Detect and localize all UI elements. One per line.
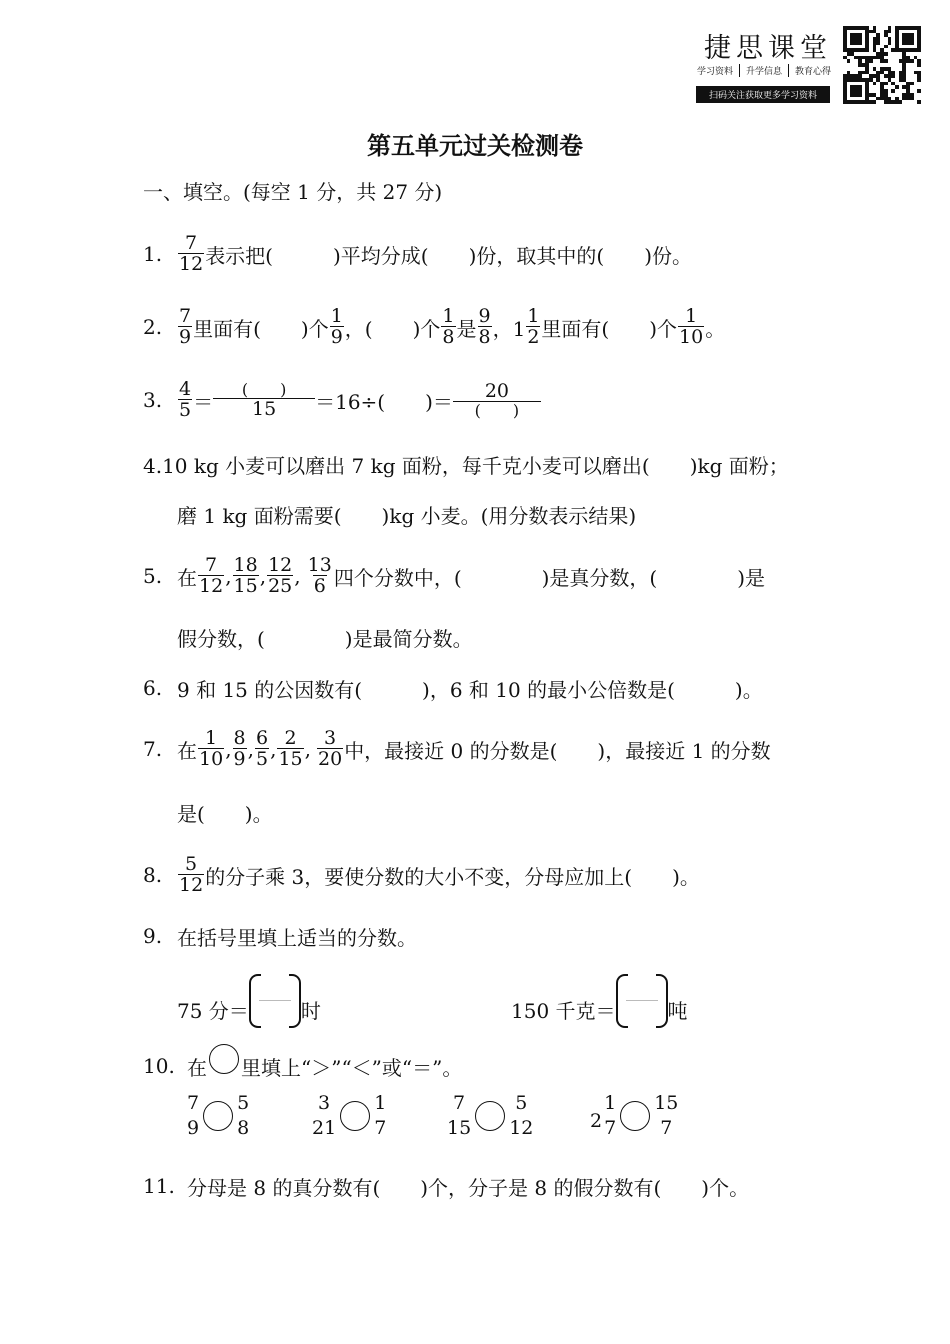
question-6: 6. 9 和 15 的公因数有( )，6 和 10 的最小公倍数是( )。 [143,676,763,702]
brand-tags [697,64,831,77]
compare-item-4: 2 1 7 15 7 [590,1092,679,1139]
question-7: 7. 在 $\frac{1}{10}$ , $\frac{8}{9}$ , $\frac{6}{5}$ , $\frac{2}{15}$ , $\frac{3}{20}$ 中，最接近 0 的分数是( )，最接近 1 的分数 [143,727,771,770]
fraction: $\frac{1}{9}$ [330,305,343,348]
fraction: 1 7 [374,1092,387,1139]
fraction: $\frac{1}{8}$ [442,305,455,348]
fraction: 5 8 [237,1092,250,1139]
fraction: 7 15 [447,1092,472,1139]
fraction: $\frac{4}{5}$ [179,378,192,421]
compare-circle[interactable] [620,1101,650,1131]
qr-code-icon [843,26,921,104]
fraction: $\frac{( )}{15}$ [214,382,314,419]
question-5: 5. 在 $\frac{7}{12}$ , $\frac{18}{15}$ , $\frac{12}{25}$ , $\frac{13}{6}$ 四个分数中，( )是真分数，( )是 [143,554,766,597]
fraction: $\frac{13}{6}$ [307,554,332,597]
question-1: 1. $\frac{7}{12}$ 表示把( )平均分成( )份，取其中的( )份。 [143,232,693,275]
compare-circle[interactable] [203,1101,233,1131]
question-8: 8. $\frac{5}{12}$ 的分子乘 3，要使分数的大小不变，分母应加上( )。 [143,853,700,896]
compare-item-1 [185,1094,251,1138]
fraction: $\frac{1}{2}$ [527,305,540,348]
compare-item-3 [445,1094,535,1138]
page-title: 第五单元过关检测卷 [367,132,583,160]
question-3: 3. $\frac{4}{5}$ ＝ $\frac{( )}{15}$ ＝16÷( )＝ $\frac{20}{( )}$ [143,378,541,422]
fraction: $\frac{6}{5}$ [256,727,269,770]
tag-study: 学习资料 [697,67,734,77]
compare-circle[interactable] [475,1101,505,1131]
fraction: $\frac{18}{15}$ [233,554,258,597]
fraction: 1 7 [604,1092,617,1139]
question-11: 11. 分母是 8 的真分数有( )个，分子是 8 的假分数有( )个。 [143,1174,750,1200]
question-7-cont: 是( )。 [177,801,273,826]
fraction: $\frac{1}{10}$ [679,305,704,348]
fraction: $\frac{7}{9}$ [179,305,192,348]
answer-bracket[interactable] [616,974,668,1028]
fraction: $\frac{2}{15}$ [278,727,303,770]
question-4-cont: 磨 1 kg 面粉需要( )kg 小麦。(用分数表示结果) [177,503,637,528]
section-heading: 一、填空。(每空 1 分，共 27 分) [143,179,443,204]
brand-banner: 扫码关注获取更多学习资料 [696,86,830,103]
brand-logo: 捷思课堂 [704,33,832,64]
question-2: 2. $\frac{7}{9}$ 里面有( )个 $\frac{1}{9}$ ，( )个 $\frac{1}{8}$ 是 $\frac{9}{8}$ ，1 $\frac{1}{2}$ 里面有( )个 $\frac{1}{10}$ 。 [143,305,726,348]
fraction: 3 21 [312,1092,337,1139]
fraction: $\frac{9}{8}$ [478,305,491,348]
tag-school: 升学信息 [746,67,783,77]
fraction: $\frac{3}{20}$ [318,727,343,770]
question-9: 9. 在括号里填上适当的分数。 [143,924,417,950]
fraction: $\frac{1}{10}$ [199,727,224,770]
question-9-left: 75 分＝ 时 [177,968,321,1028]
fraction: $\frac{7}{12}$ [179,232,204,275]
fraction: $\frac{7}{12}$ [199,554,224,597]
fraction: $\frac{8}{9}$ [233,727,246,770]
tag-edu: 教育心得 [795,67,832,77]
answer-bracket[interactable] [249,974,301,1028]
fraction: $\frac{5}{12}$ [179,853,204,896]
circle-icon [209,1044,239,1074]
compare-item-2 [310,1094,388,1138]
question-10: 10. 在 里填上“＞”“＜”或“＝”。 [143,1046,462,1086]
fraction: $\frac{12}{25}$ [268,554,293,597]
fraction: 15 7 [654,1092,679,1139]
question-9-right: 150 千克＝ 吨 [511,968,688,1028]
fraction: 7 9 [187,1092,200,1139]
fraction: 5 12 [509,1092,534,1139]
compare-circle[interactable] [340,1101,370,1131]
question-4: 4.10 kg 小麦可以磨出 7 kg 面粉，每千克小麦可以磨出( )kg 面粉； [143,453,789,478]
fraction: $\frac{20}{( )}$ [454,382,540,419]
question-5-cont: 假分数，( )是最简分数。 [177,626,473,651]
